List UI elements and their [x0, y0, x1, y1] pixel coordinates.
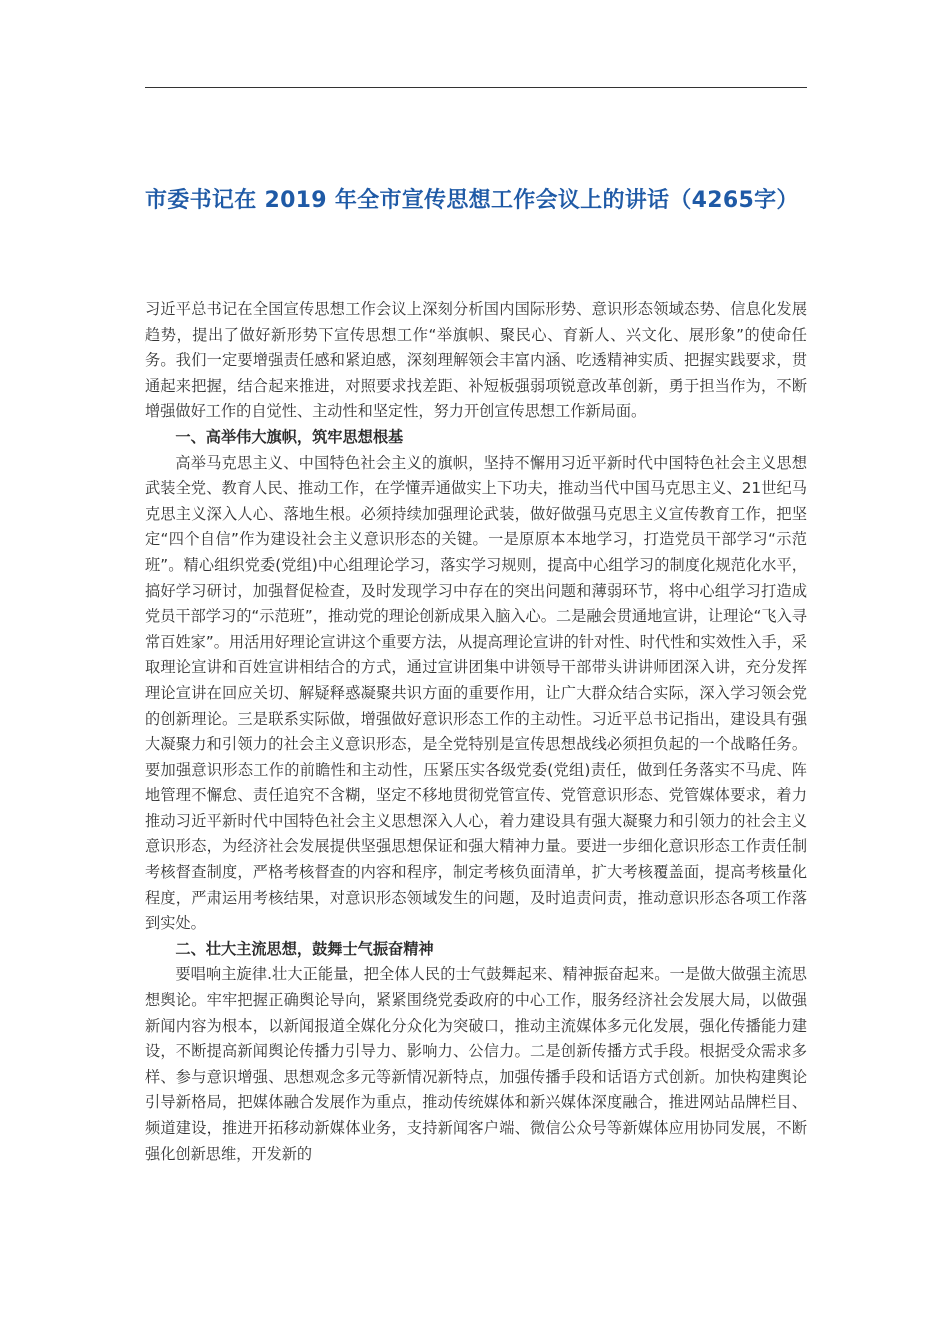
section-paragraph-2: 要唱响主旋律.壮大正能量，把全体人民的士气鼓舞起来、精神振奋起来。一是做大做强主流思想舆论。牢牢把握正确舆论导向，紧紧围绕党委政府的中心工作，服务经济社会发展大局，以做强新闻内容为根本，以新闻报道全媒化分众化为突破口，推动主流媒体多元化发展，强化传播能力建设，不断提高新闻舆论传播力引导力、影响力、公信力。二是创新传播方式手段。根据受众需求多样、参与意识增强、思想观念多元等新情况新特点，加强传播手段和话语方式创新。加快构建舆论引导新格局，把媒体融合发展作为重点，推动传统媒体和新兴媒体深度融合，推进网站品牌栏目、频道建设，推进开拓移动新媒体业务，支持新闻客户端、微信公众号等新媒体应用协同发展，不断强化创新思维，开发新的	[145, 965, 807, 1163]
document-title: 市委书记在 2019 年全市宣传思想工作会议上的讲话（4265字）	[145, 188, 799, 213]
section-heading-2: 二、壮大主流思想，鼓舞士气振奋精神	[175, 939, 434, 958]
section-paragraph-1: 高举马克思主义、中国特色社会主义的旗帜，坚持不懈用习近平新时代中国特色社会主义思想武装全党、教育人民、推动工作，在学懂弄通做实上下功夫，推动当代中国马克思主义、21世纪马克思主义深入人心、落地生根。必须持续加强理论武装，做好做强马克思主义宣传教育工作，把坚定“四个自信”作为建设社会主义意识形态的关键。一是原原本本地学习，打造党员干部学习“示范班”。精心组织党委(党组)中心组理论学习，落实学习规则，提高中心组学习的制度化规范化水平，搞好学习研讨，加强督促检查，及时发现学习中存在的突出问题和薄弱环节，将中心组学习打造成党员干部学习的“示范班”，推动党的理论创新成果入脑入心。二是融会贯通地宣讲，让理论“飞入寻常百姓家”。用活用好理论宣讲这个重要方法，从提高理论宣讲的针对性、时代性和实效性入手，采取理论宣讲和百姓宣讲相结合的方式，通过宣讲团集中讲领导干部带头讲讲师团深入讲，充分发挥理论宣讲在回应关切、解疑释惑凝聚共识方面的重要作用，让广大群众结合实际，深入学习领会党的创新理论。三是联系实际做，增强做好意识形态工作的主动性。习近平总书记指出，建设具有强大凝聚力和引领力的社会主义意识形态，是全党特别是宣传思想战线必须担负起的一个战略任务。要加强意识形态工作的前瞻性和主动性，压紧压实各级党委(党组)责任，做到任务落实不马虎、阵地管理不懈怠、责任追究不含糊，坚定不移地贯彻党管宣传、党管意识形态、党管媒体要求，着力推动习近平新时代中国特色社会主义思想深入人心，着力建设具有强大凝聚力和引领力的社会主义意识形态，为经济社会发展提供坚强思想保证和强大精神力量。要进一步细化意识形态工作责任制考核督查制度，严格考核督查的内容和程序，制定考核负面清单，扩大考核覆盖面，提高考核量化程度，严肃运用考核结果，对意识形态领域发生的问题，及时追责问责，推动意识形态各项工作落到实处。	[145, 453, 807, 933]
document-page	[145, 0, 807, 1344]
document-body	[145, 297, 807, 1167]
header-rule	[145, 87, 807, 88]
section-heading-1: 一、高举伟大旗帜，筑牢思想根基	[175, 427, 404, 446]
intro-paragraph: 习近平总书记在全国宣传思想工作会议上深刻分析国内国际形势、意识形态领域态势、信息化发展趋势，提出了做好新形势下宣传思想工作“举旗帜、聚民心、育新人、兴文化、展形象”的使命任务。我们一定要增强责任感和紧迫感，深刻理解领会丰富内涵、吃透精神实质、把握实践要求，贯通起来把握，结合起来推进，对照要求找差距、补短板强弱项锐意改革创新，勇于担当作为，不断增强做好工作的自觉性、主动性和坚定性，努力开创宣传思想工作新局面。	[145, 300, 807, 421]
